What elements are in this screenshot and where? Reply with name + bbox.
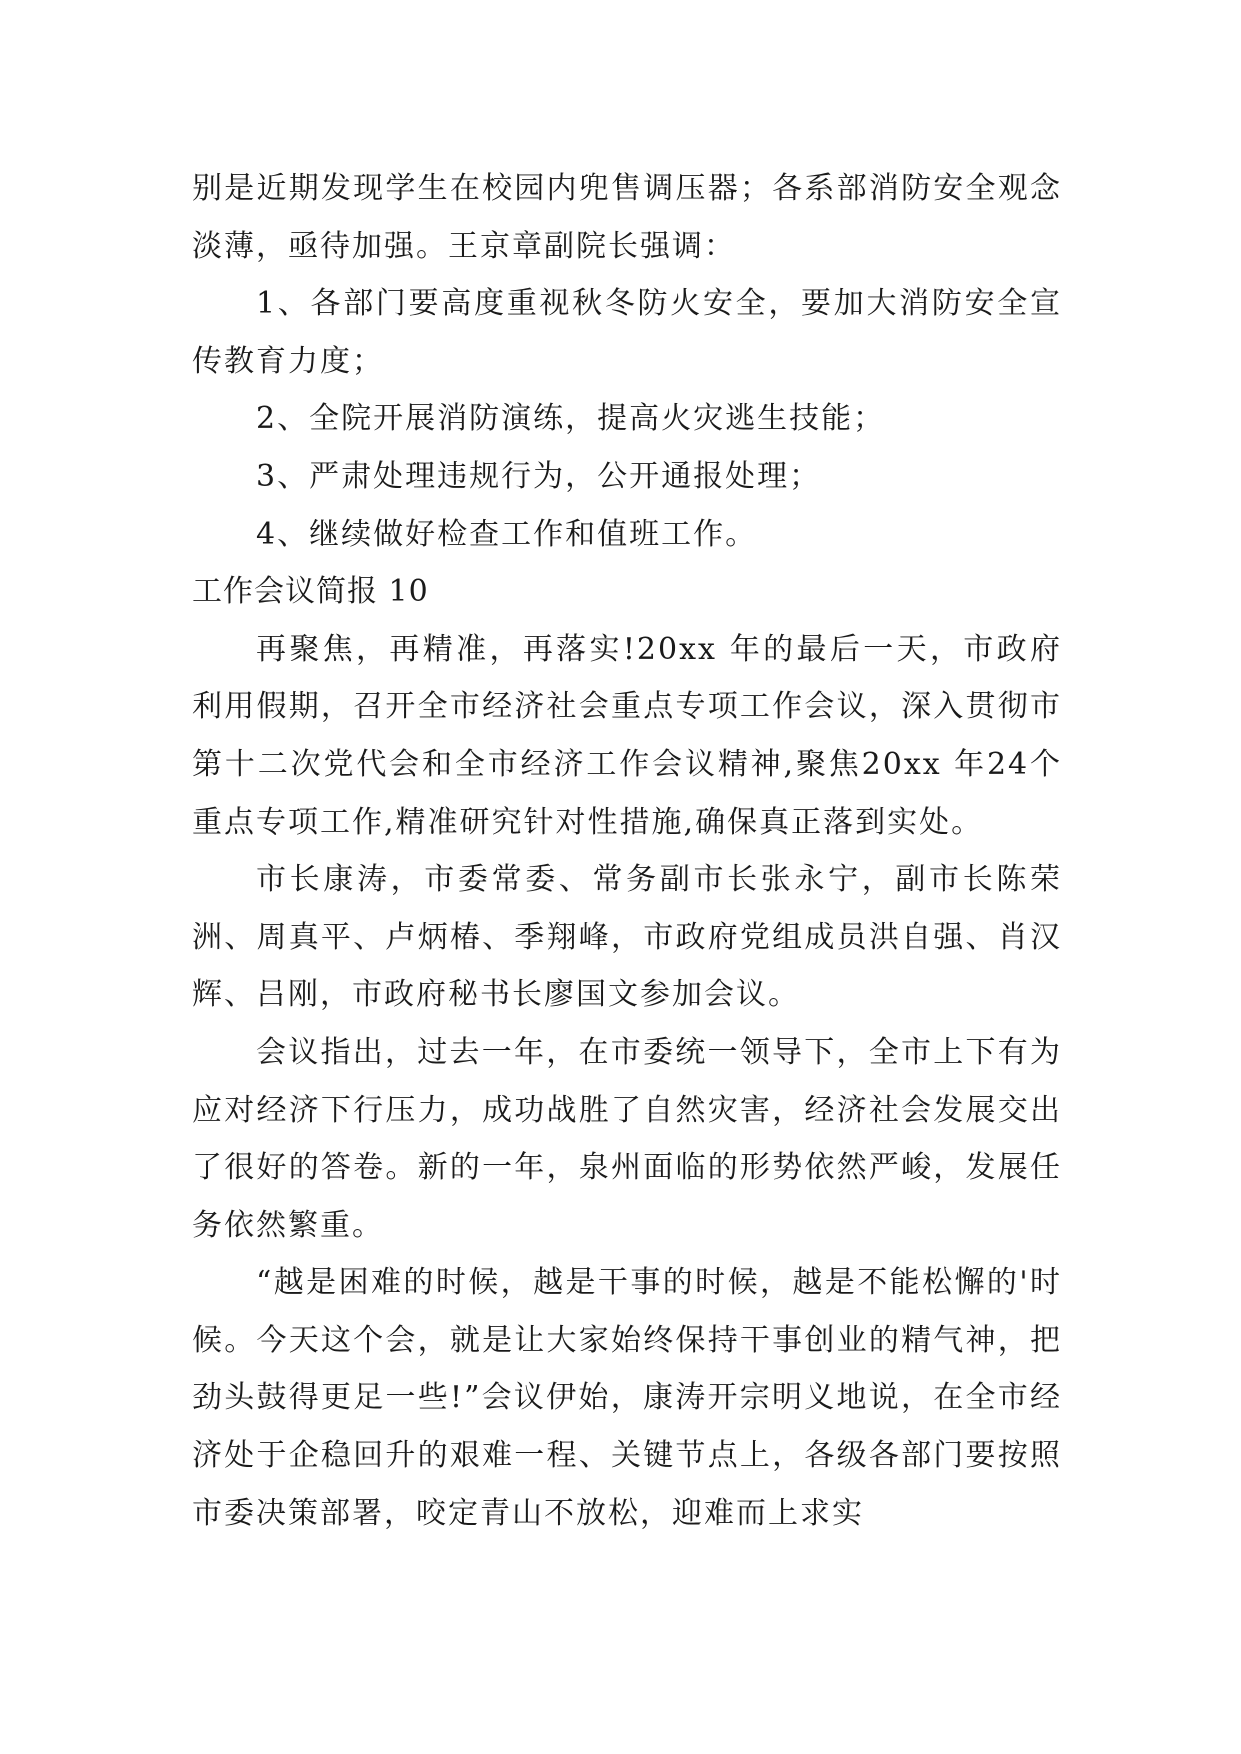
list-item-3: 3、严肃处理违规行为，公开通报处理； [256,458,822,494]
section-heading: 工作会议简报 10 [192,574,429,610]
continuation-paragraph: 别是近期发现学生在校园内兜售调压器；各系部消防安全观念淡薄，亟待加强。王京章副院长强调： [192,171,1062,264]
paragraph-review: 会议指出，过去一年，在市委统一领导下，全市上下有为应对经济下行压力，成功战胜了自然灾害，经济社会发展交出了很好的答卷。新的一年，泉州面临的形势依然严峻，发展任务依然繁重。 [192,1034,1062,1243]
paragraph-attendees: 市长康涛，市委常委、常务副市长张永宁，副市长陈荣洲、周真平、卢炳椿、季翔峰，市政府党组成员洪自强、肖汉辉、吕刚，市政府秘书长廖国文参加会议。 [192,862,1062,1013]
list-item-2: 2、全院开展消防演练，提高火灾逃生技能； [256,401,886,437]
list-item-4: 4、继续做好检查工作和值班工作。 [256,516,758,552]
document-body [192,160,1062,1542]
list-item-1: 1、各部门要高度重视秋冬防火安全，要加大消防安全宣传教育力度； [192,286,1062,379]
paragraph-intro: 再聚焦，再精准，再落实!20xx 年的最后一天，市政府利用假期，召开全市经济社会重点专项工作会议，深入贯彻市第十二次党代会和全市经济工作会议精神,聚焦20xx 年24个重点专项工作,精准研究针对性措施,确保真正落到实处。 [192,631,1062,840]
paragraph-quote: “越是困难的时候，越是干事的时候，越是不能松懈的'时候。今天这个会，就是让大家始终保持干事创业的精气神，把劲头鼓得更足一些!”会议伊始，康涛开宗明义地说，在全市经济处于企稳回升的艰难一程、关键节点上，各级各部门要按照市委决策部署，咬定青山不放松，迎难而上求实 [192,1265,1062,1531]
